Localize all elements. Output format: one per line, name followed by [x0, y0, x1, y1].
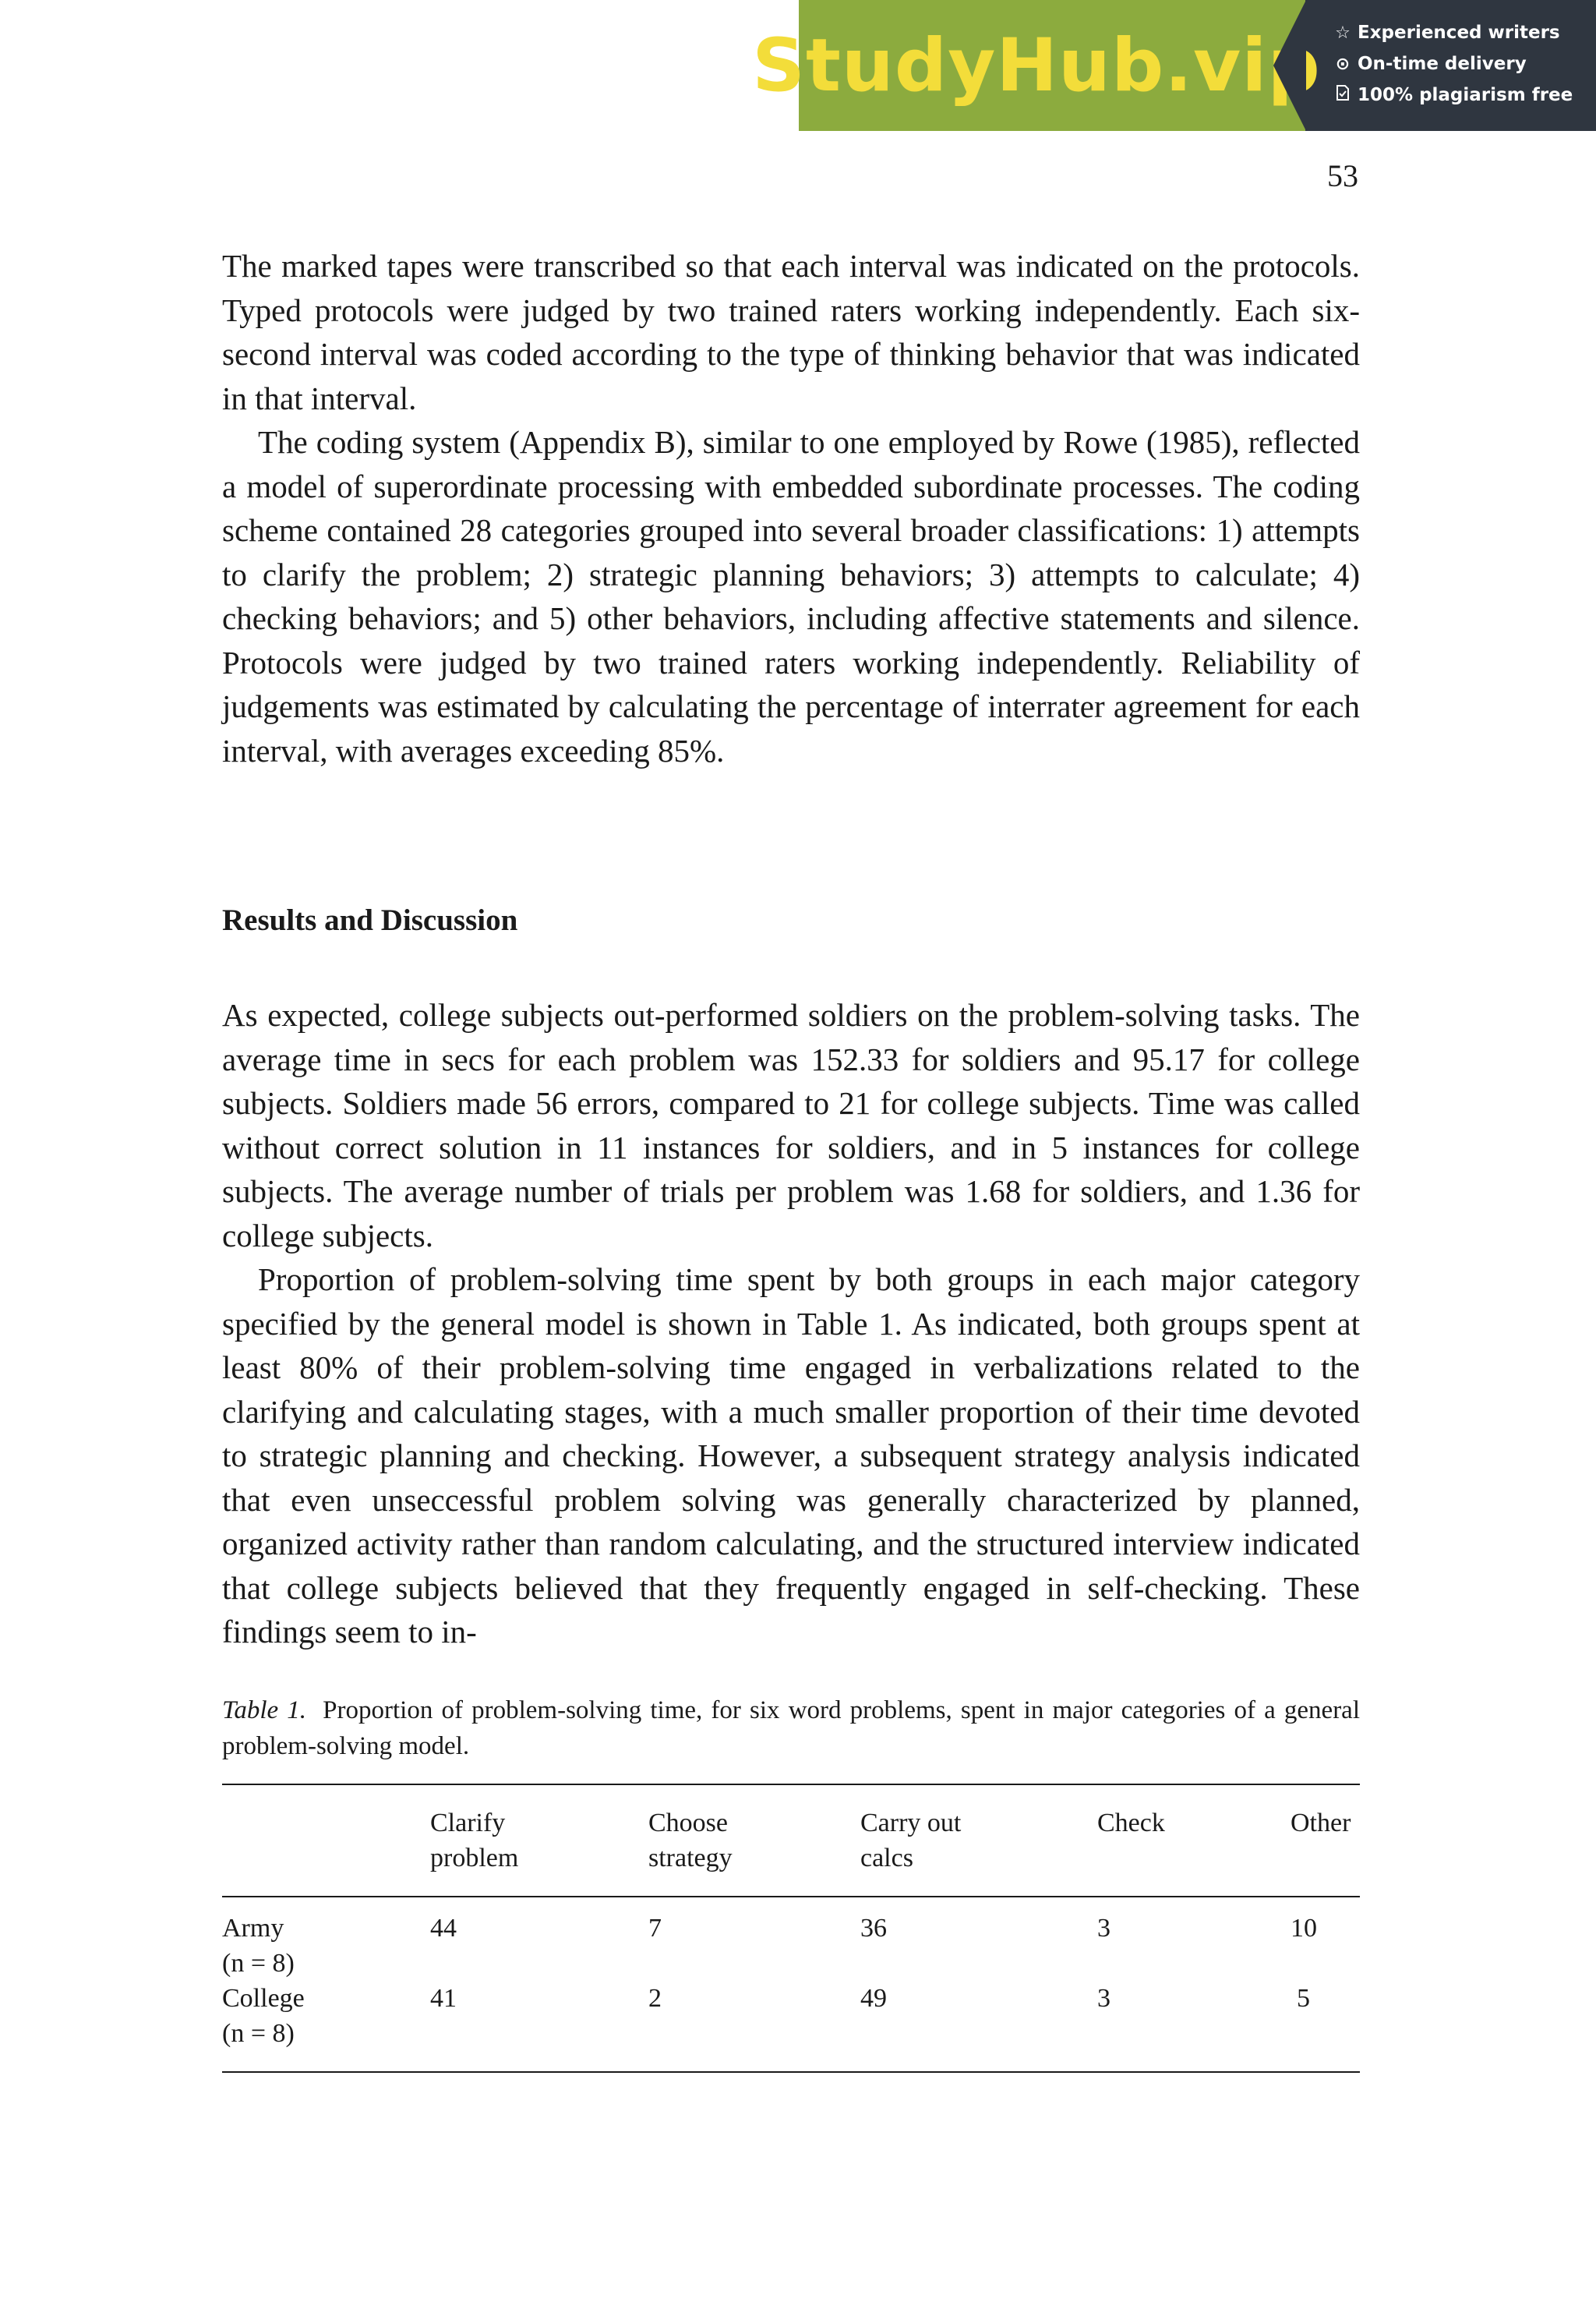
column-header-line: problem	[430, 1844, 519, 1872]
paragraph: The coding system (Appendix B), similar to one employed by Rowe (1985), reflected a model of superordinate processing with embedded subordinate processes. The coding scheme contained 28 categories grouped into several broader classifications: 1) attempts to clarify the problem; 2) strategic planning behaviors; 3) attempts to calculate; 4) checking behaviors; and 5) other behaviors, including affective statements and silence. Protocols were judged by two trained raters working independently. Reliability of judgements was estimated by calculating the percentage of interrater agreement for each interval, with averages exceeding 85%.	[222, 424, 1360, 769]
document-check-icon	[1333, 84, 1353, 106]
column-header-line: Other	[1291, 1809, 1351, 1837]
column-header-other	[1291, 1805, 1351, 1840]
studyhub-banner[interactable]	[752, 0, 1596, 131]
column-header-line: calcs	[860, 1844, 913, 1872]
column-header-check	[1097, 1805, 1165, 1840]
banner-features	[1305, 0, 1596, 131]
table-caption	[222, 1692, 1360, 1764]
table-caption-text: Proportion of problem-solving time, for six word problems, spent in major categories of a general problem-solving model.	[222, 1696, 1360, 1760]
table-cell: 7	[648, 1914, 662, 1943]
table-cell: 44	[430, 1914, 457, 1943]
row-label-army	[222, 1911, 295, 1981]
table-cell: 3	[1097, 1984, 1110, 2013]
column-header-line: strategy	[648, 1844, 733, 1872]
clock-icon: ⊙	[1335, 54, 1351, 74]
column-header-choose	[648, 1805, 733, 1876]
row-label-college	[222, 1981, 305, 2051]
star-outline-icon: ☆	[1335, 23, 1351, 43]
feature-label: 100% plagiarism free	[1358, 85, 1573, 105]
row-label-line: (n = 8)	[222, 1949, 295, 1978]
banner-arrow-divider	[1273, 0, 1306, 131]
page-number: 53	[1327, 158, 1358, 193]
column-header-carry-out	[860, 1805, 961, 1876]
column-header-line: Clarify	[430, 1809, 506, 1837]
row-label-line: Army	[222, 1914, 284, 1943]
row-label-line: College	[222, 1984, 305, 2013]
feature-experienced-writers	[1333, 17, 1596, 48]
body-text-methods	[222, 244, 1360, 773]
feature-label: On-time delivery	[1358, 54, 1527, 74]
section-heading: Results and Discussion	[222, 903, 518, 937]
logo-text: StudyHub.vip	[752, 23, 1321, 108]
body-text-results	[222, 993, 1360, 1654]
table-cell: 49	[860, 1984, 887, 2013]
table-cell: 2	[648, 1984, 662, 2013]
feature-plagiarism-free	[1333, 80, 1596, 111]
paragraph: As expected, college subjects out-performed soldiers on the problem-solving tasks. The average time in secs for each problem was 152.33 for soldiers and 95.17 for college subjects. Soldiers made 56 errors, compared to 21 for college subjects. Time was called without correct solution in 11 instances for soldiers, and in 5 instances for college subjects. The average number of trials per problem was 1.68 for soldiers, and 1.36 for college subjects.	[222, 997, 1360, 1254]
table-rule-header	[222, 1896, 1360, 1897]
studyhub-logo[interactable]	[752, 0, 1321, 131]
column-header-line: Carry out	[860, 1809, 962, 1837]
table-caption-label: Table 1.	[222, 1696, 307, 1724]
paragraph: Proportion of problem-solving time spent by both groups in each major category specified by the general model is shown in Table 1. As indicated, both groups spent at least 80% of their problem-solving time engaged in verbalizations related to the clarifying and calculating stages, with a much smaller proportion of their time devoted to strategic planning and checking. However, a subsequent strategy analysis indicated that even unseccessful problem solving was generally characterized by planned, organized activity rather than random calculating, and the structured interview indicated that college subjects believed that they frequently engaged in self-checking. These findings seem to in-	[222, 1261, 1360, 1650]
column-header-line: Choose	[648, 1809, 728, 1837]
table-cell: 3	[1097, 1914, 1110, 1943]
document-check-icon-svg	[1335, 84, 1351, 101]
column-header-clarify	[430, 1805, 518, 1876]
table-cell: 5	[1297, 1984, 1310, 2013]
table-cell: 36	[860, 1914, 887, 1943]
feature-label: Experienced writers	[1358, 23, 1560, 43]
table-cell: 41	[430, 1984, 457, 2013]
table-rule-top	[222, 1784, 1360, 1785]
paragraph: The marked tapes were transcribed so that each interval was indicated on the protocols. Typed protocols were judged by two trained raters working independently. Each six-second interval was coded according to the type of thinking behavior that was indicated in that interval.	[222, 248, 1360, 416]
row-label-line: (n = 8)	[222, 2019, 295, 2048]
column-header-line: Check	[1097, 1809, 1165, 1837]
table-rule-bottom	[222, 2071, 1360, 2073]
table-cell: 10	[1291, 1914, 1317, 1943]
feature-on-time-delivery	[1333, 48, 1596, 80]
